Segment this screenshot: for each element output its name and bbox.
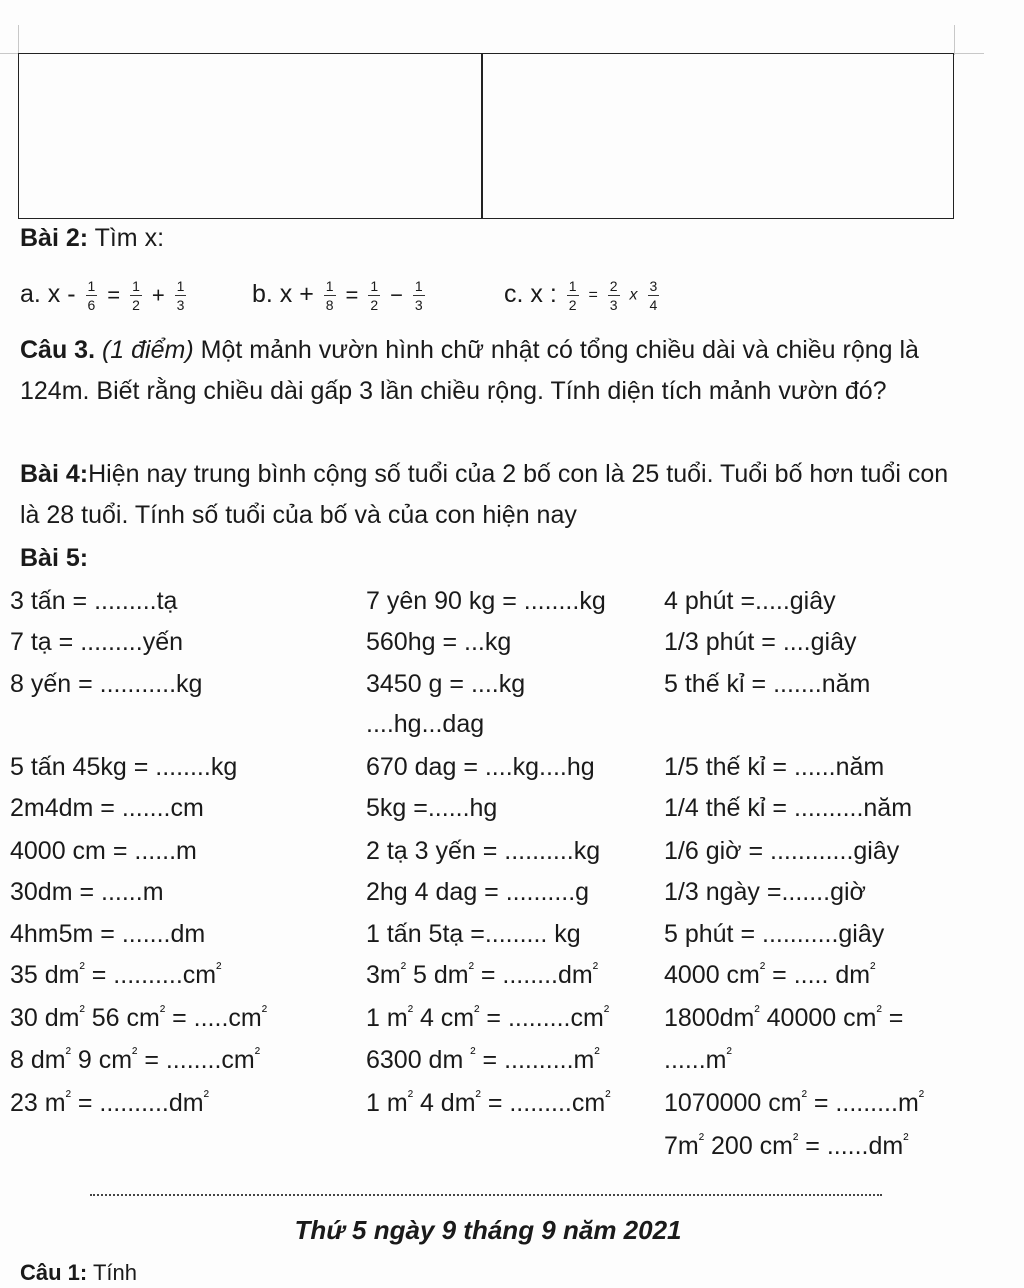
conversion-item: 1 tấn 5tạ =......... kg (366, 920, 581, 948)
right-margin-line (954, 25, 955, 55)
bai2-eq-b: b. x + $\frac{1}{8}$ = $\frac{1}{2}$ − $\frac{1}{3}$ (252, 277, 423, 313)
conversion-text: ......m (664, 1046, 727, 1074)
superscript: ² (468, 960, 474, 978)
superscript: ² (216, 960, 222, 978)
superscript: ² (407, 1003, 414, 1021)
area-conversion-item (366, 1000, 609, 1036)
conversion-item: 1/6 giờ = ............giây (664, 837, 900, 865)
superscript: ² (801, 1088, 807, 1106)
conversion-text: 8 dm (10, 1046, 66, 1074)
area-conversion-item (664, 1128, 909, 1164)
superscript: ² (918, 1088, 925, 1106)
superscript: ² (203, 1088, 209, 1106)
conversion-text: 1 m (366, 1004, 408, 1032)
superscript: ² (475, 1088, 481, 1106)
empty-table (18, 53, 954, 219)
conversion-text: 4 cm (413, 1004, 475, 1032)
superscript: ² (698, 1131, 705, 1149)
conversion-item: 5 phút = ...........giây (664, 920, 885, 948)
conversion-text: = .........m (806, 1089, 919, 1117)
area-conversion-item (664, 1042, 732, 1078)
area-conversion-item (366, 1042, 600, 1078)
conversion-item: 30dm = ......m (10, 878, 164, 906)
area-conversion-item (664, 957, 875, 993)
superscript: ² (594, 1045, 600, 1063)
cau3-paragraph: Câu 3. (1 điểm) Một mảnh vườn hình chữ nhật có tổng chiều dài và chiều rộng là 124m. Biết rằng chiều dài gấp 3 lần chiều rộng. Tính diện tích mảnh vườn đó? (20, 336, 919, 405)
conversion-text: 5 dm (406, 961, 469, 989)
conversion-item: 8 yến = ...........kg (10, 670, 203, 698)
conversion-item: 5kg =......hg (366, 794, 498, 822)
conversion-text: 200 cm (704, 1132, 793, 1160)
superscript: ² (79, 1003, 85, 1021)
area-conversion-item (10, 1042, 260, 1078)
left-margin-line (18, 25, 19, 55)
conversion-text: 1 m (366, 1089, 408, 1117)
superscript: ² (65, 1045, 71, 1063)
conversion-text: 1800dm (664, 1004, 755, 1032)
conversion-item: 3450 g = ....kg (366, 670, 526, 698)
conversion-text: 3m (366, 961, 401, 989)
conversion-text: = .........cm (479, 1004, 604, 1032)
conversion-item: ....hg...dag (366, 710, 485, 738)
conversion-item: 2 tạ 3 yến = ..........kg (366, 837, 601, 865)
area-conversion-item (664, 1000, 903, 1036)
area-conversion-item (10, 1085, 209, 1121)
superscript: ² (759, 960, 766, 978)
conversion-item: 1/5 thế kỉ = ......năm (664, 753, 885, 781)
bai5-title: Bài 5: (20, 544, 89, 572)
area-conversion-item (10, 1000, 267, 1036)
superscript: ² (903, 1131, 909, 1149)
conversion-text: = .........cm (480, 1089, 606, 1117)
superscript: ² (470, 1045, 476, 1063)
conversion-item: 7 yên 90 kg = ........kg (366, 587, 606, 615)
conversion-item: 4 phút =.....giây (664, 587, 836, 615)
conversion-item: 670 dag = ....kg....hg (366, 753, 595, 781)
conversion-text: = ..........cm (84, 961, 217, 989)
conversion-text: 30 dm (10, 1004, 80, 1032)
conversion-item: 560hg = ...kg (366, 628, 512, 656)
superscript: ² (159, 1003, 166, 1021)
conversion-text: 4 dm (413, 1089, 476, 1117)
conversion-item: 5 thế kỉ = .......năm (664, 670, 871, 698)
conversion-item: 3 tấn = .........tạ (10, 587, 178, 615)
superscript: ² (726, 1045, 732, 1063)
superscript: ² (876, 1003, 882, 1021)
conversion-text: = ..........dm (70, 1089, 204, 1117)
conversion-text: 35 dm (10, 961, 80, 989)
superscript: ² (603, 1003, 610, 1021)
conversion-text: 9 cm (70, 1046, 133, 1074)
superscript: ² (400, 960, 407, 978)
table-divider (481, 54, 483, 218)
conversion-item: 5 tấn 45kg = ........kg (10, 753, 238, 781)
conversion-item: 4000 cm = ......m (10, 837, 197, 865)
conversion-text: 7m (664, 1132, 699, 1160)
area-conversion-item (366, 957, 598, 993)
conversion-item: 1/4 thế kỉ = ..........năm (664, 794, 913, 822)
bai2-title: Bài 2: Tìm x: (20, 224, 165, 252)
conversion-item: 1/3 ngày =.......giờ (664, 878, 866, 906)
conversion-text: = ......dm (798, 1132, 904, 1160)
superscript: ² (254, 1045, 261, 1063)
conversion-item: 2m4dm = .......cm (10, 794, 204, 822)
superscript: ² (474, 1003, 480, 1021)
bai2-eq-c: c. x : $\frac{1}{2}$ = $\frac{2}{3}$ x $\frac{3}{4}$ (504, 277, 658, 313)
superscript: ² (79, 960, 85, 978)
conversion-item: 1/3 phút = ....giây (664, 628, 857, 656)
area-conversion-item (664, 1085, 924, 1121)
conversion-text: = ........dm (473, 961, 593, 989)
conversion-item: 4hm5m = .......dm (10, 920, 206, 948)
conversion-text: 4000 cm (664, 961, 760, 989)
conversion-text: = ..... dm (765, 961, 871, 989)
superscript: ² (870, 960, 876, 978)
superscript: ² (407, 1088, 414, 1106)
superscript: ² (605, 1088, 611, 1106)
area-conversion-item (10, 957, 221, 993)
conversion-text: 6300 dm (366, 1046, 471, 1074)
superscript: ² (65, 1088, 71, 1106)
conversion-text: = ........cm (137, 1046, 255, 1074)
superscript: ² (132, 1045, 138, 1063)
bai4-paragraph: Bài 4:Hiện nay trung bình cộng số tuổi của 2 bố con là 25 tuổi. Tuổi bố hơn tuổi con là 28 tuổi. Tính số tuổi của bố và của con hiện nay (20, 460, 949, 529)
superscript: ² (754, 1003, 760, 1021)
conversion-text: 23 m (10, 1089, 66, 1117)
superscript: ² (592, 960, 599, 978)
conversion-text: = .....cm (165, 1004, 262, 1032)
conversion-item: 7 tạ = .........yến (10, 628, 184, 656)
conversion-item: 2hg 4 dag = ..........g (366, 878, 590, 906)
conversion-text: 40000 cm (759, 1004, 877, 1032)
bai2-eq-a: a. x - $\frac{1}{6}$ = $\frac{1}{2}$ + $\frac{1}{3}$ (20, 277, 185, 313)
area-conversion-item (366, 1085, 611, 1121)
next-question: Câu 1: Tính (20, 1260, 137, 1285)
superscript: ² (261, 1003, 268, 1021)
conversion-text: = (881, 1004, 904, 1032)
superscript: ² (793, 1131, 799, 1149)
dotted-separator (90, 1194, 882, 1196)
conversion-text: 1070000 cm (664, 1089, 802, 1117)
date-heading: Thứ 5 ngày 9 tháng 9 năm 2021 (294, 1215, 682, 1245)
conversion-text: = ..........m (475, 1046, 595, 1074)
conversion-text: 56 cm (84, 1004, 160, 1032)
